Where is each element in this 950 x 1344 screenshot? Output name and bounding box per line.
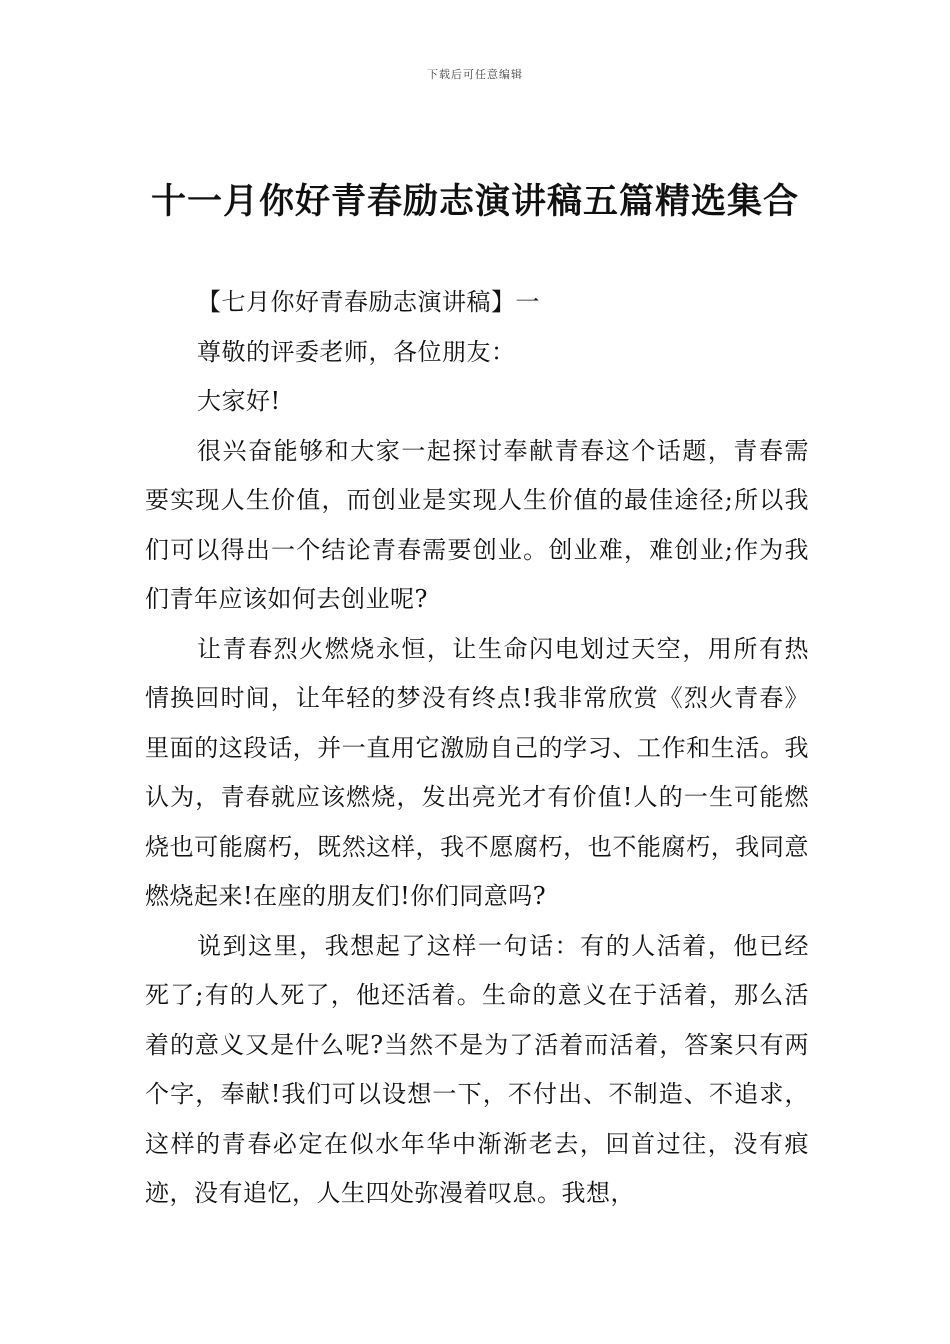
header-note: 下载后可任意编辑: [427, 68, 523, 81]
salutation: 尊敬的评委老师，各位朋友：: [197, 337, 516, 366]
document-body: [145, 278, 809, 1219]
section-heading: 【七月你好青春励志演讲稿】一: [197, 288, 540, 316]
body-paragraph: 说到这里，我想起了这样一句话：有的人活着，他已经死了;有的人死了，他还活着。生命的意义在于活着，那么活着的意义又是什么呢?当然不是为了活着而活着，答案只有两个字，奉献!我们可以设想一下，不付出、不制造、不追求，这样的青春必定在似水年华中渐渐老去，回首过往，没有痕迹，没有追忆，人生四处弥漫着叹息。我想，: [145, 931, 809, 1207]
document-title: 十一月你好青春励志演讲稿五篇精选集合: [150, 182, 799, 222]
body-paragraph: 让青春烈火燃烧永恒，让生命闪电划过天空，用所有热情换回时间，让年轻的梦没有终点!我非常欣赏《烈火青春》里面的这段话，并一直用它激励自己的学习、工作和生活。我认为，青春就应该燃烧，发出亮光才有价值!人的一生可能燃烧也可能腐朽，既然这样，我不愿腐朽，也不能腐朽，我同意燃烧起来!在座的朋友们!你们同意吗?: [145, 634, 809, 910]
body-paragraph: 很兴奋能够和大家一起探讨奉献青春这个话题，青春需要实现人生价值，而创业是实现人生价值的最佳途径;所以我们可以得出一个结论青春需要创业。创业难，难创业;作为我们青年应该如何去创业呢?: [145, 436, 809, 613]
greeting: 大家好!: [197, 387, 281, 415]
